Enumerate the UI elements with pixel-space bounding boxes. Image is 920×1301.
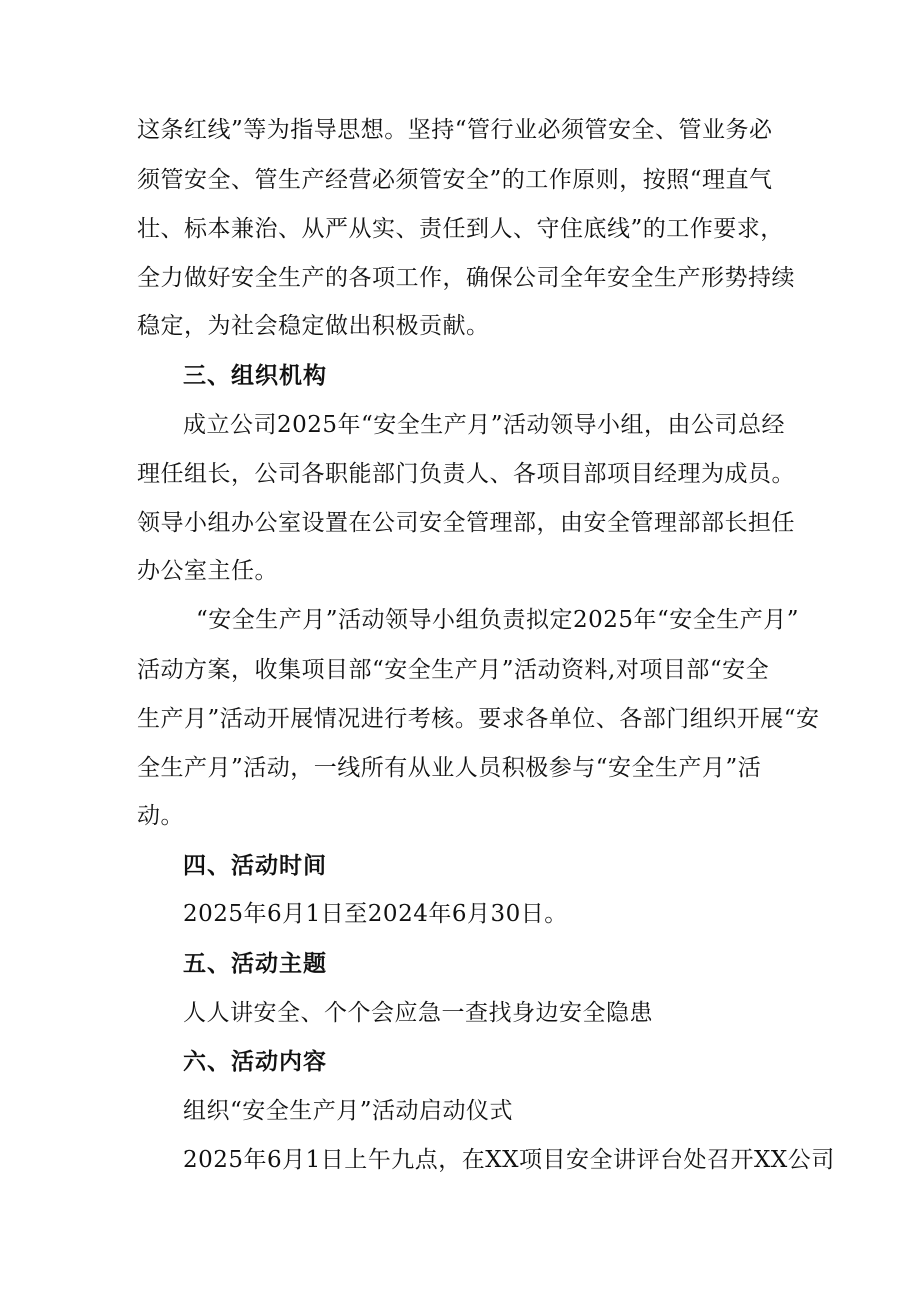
activity-time-text: 2025年6月1日至2024年6月30日。 <box>183 901 568 927</box>
guiding-line-5: 稳定，为社会稳定做出积极贡献。 <box>137 313 490 339</box>
org-line-3: 领导小组办公室设置在公司安全管理部，由安全管理部部长担任 <box>137 510 795 536</box>
org-line-2: 理任组长，公司各职能部门负责人、各项目部项目经理为成员。 <box>137 461 795 487</box>
heading-activity-theme: 五、活动主题 <box>183 951 327 977</box>
guiding-line-3: 壮、标本兼治、从严从实、责任到人、守住底线”的工作要求， <box>137 216 784 242</box>
duty-line-3: 生产月”活动开展情况进行考核。要求各单位、各部门组织开展“安 <box>137 706 820 732</box>
activity-theme-text: 人人讲安全、个个会应急一查找身边安全隐患 <box>183 1000 653 1026</box>
heading-organization: 三、组织机构 <box>183 363 327 389</box>
heading-activity-content: 六、活动内容 <box>183 1049 327 1075</box>
org-line-4: 办公室主任。 <box>137 558 278 584</box>
duty-line-2: 活动方案，收集项目部“安全生产月”活动资料,对项目部“安全 <box>137 657 770 683</box>
org-line-1: 成立公司2025年“安全生产月”活动领导小组，由公司总经 <box>183 412 786 438</box>
guiding-line-1: 这条红线”等为指导思想。坚持“管行业必须管安全、管业务必 <box>137 117 773 143</box>
guiding-line-4: 全力做好安全生产的各项工作，确保公司全年安全生产形势持续 <box>137 265 795 291</box>
duty-line-4: 全生产月”活动，一线所有从业人员积极参与“安全生产月”活 <box>137 755 762 781</box>
duty-line-5: 动。 <box>137 803 184 829</box>
content-line-2: 2025年6月1日上午九点，在XX项目安全讲评台处召开XX公司 <box>183 1147 835 1173</box>
content-line-1: 组织“安全生产月”活动启动仪式 <box>183 1098 514 1124</box>
duty-line-1: “安全生产月”活动领导小组负责拟定2025年“安全生产月” <box>196 607 800 633</box>
heading-activity-time: 四、活动时间 <box>183 853 327 879</box>
guiding-line-2: 须管安全、管生产经营必须管安全”的工作原则，按照“理直气 <box>137 167 773 193</box>
